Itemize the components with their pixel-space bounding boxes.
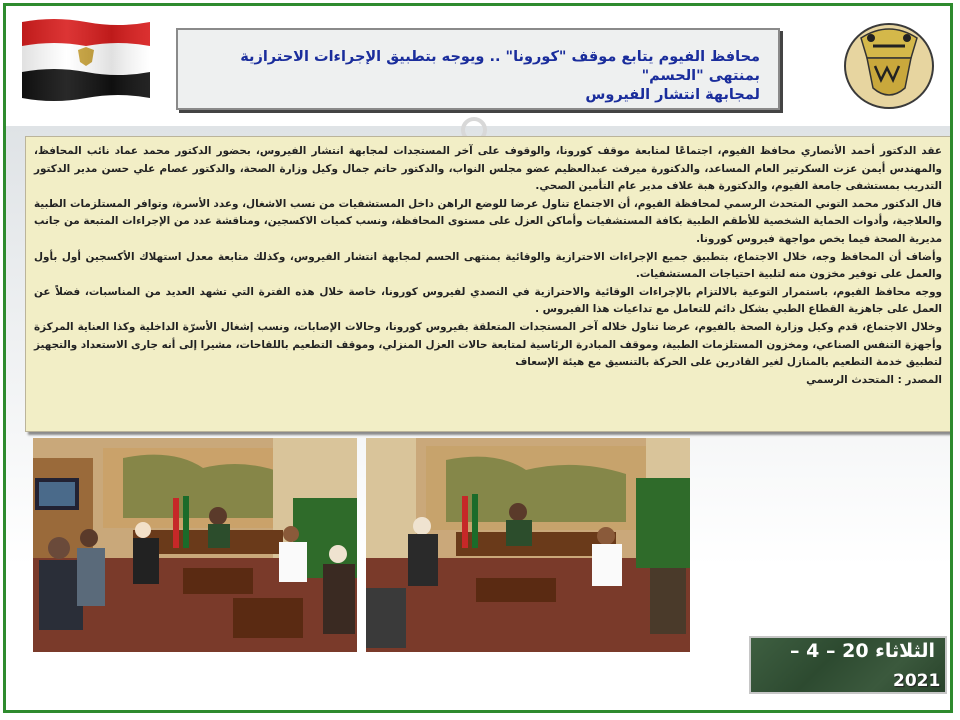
date-day-label: الثلاثاء 20 – 4 – [790, 640, 935, 662]
page-frame [3, 3, 953, 713]
headline-line-2: لمجابهة انتشار الفيروس [585, 87, 760, 103]
article-paragraph: وخلال الاجتماع، قدم وكيل وزارة الصحة بالفيوم، عرضا تناول خلاله آخر المستجدات المتعلقة بفيروس كورونا، وحالات الإصابات، ونسب إشغال الأسرّة الداخلية وكذا العناية المركزة وأجهزة التنفس الصناعي، ومخزون المستلزمات الطبية، وموقف المبادرة الرئاسية لمتابعة حالات العزل المنزلي، وموقف التطعيم باللقاحات، مشيرا إلى أنه جارى الاستعداد والتجهيز لتطبيق خدمة التطعيم بالمنازل لغير القادرين على الحركة بالتنسيق مع هيئة الإسعاف [34, 320, 942, 369]
article-paragraph: وأضاف أن المحافظ وجه، خلال الاجتماع، بتطبيق جميع الإجراءات الاحترازية والوقائية بمنتهى الحسم لمجابهة انتشار الفيروس، وكذلك متابعة معدل استهلاك الأكسجين أول بأول والعمل على توفير مخزون منه لتلبية احتياجات المستشفيات. [34, 250, 942, 281]
headline-box [176, 28, 780, 110]
article-source: المصدر : المتحدث الرسمي [806, 373, 942, 386]
date-year: 2021 [893, 671, 941, 691]
headline-line-1: محافظ الفيوم يتابع موقف "كورونا" .. ويوجه بتطبيق الإجراءات الاحترازية بمنتهى "الحسم" [240, 49, 760, 84]
meeting-photo-2 [366, 438, 690, 652]
governorate-logo [841, 18, 937, 110]
article-body [25, 136, 951, 432]
article-paragraph: ووجه محافظ الفيوم، باستمرار التوعية بالالتزام بالإجراءات الوقائية والاحترازية في التصدي لفيروس كورونا، خاصة خلال هذه الفترة التي تشهد العديد من المناسبات، فضلاً عن العمل على جاهزية القطاع الطبي بشكل دائم للتعامل مع تداعيات هذا الفيروس . [34, 285, 942, 316]
meeting-photo-1 [33, 438, 357, 652]
article-paragraph: قال الدكتور محمد التوني المتحدث الرسمي لمحافظة الفيوم، أن الاجتماع تناول عرضا للوضع الراهن داخل المستشفيات من نسب الاشغال، وعدد الأسرة، وتوافر المستلزمات الطبية والعلاجية، وأدوات الحماية الشخصية للأطقم الطبية بكافة المستشفيات وأماكن العزل على مستوى المحافظة، ونسب كميات الاكسجين، ومناقشة عدد من الإجراءات المتبعة من جانب مديرية الصحة فيما يخص مواجهة فيروس كورونا. [34, 197, 942, 245]
egypt-flag-image [20, 16, 152, 102]
article-paragraph: عقد الدكتور أحمد الأنصاري محافظ الفيوم، اجتماعًا لمتابعة موقف كورونا، والوقوف على آخر المستجدات لمجابهة انتشار الفيروس، بحضور الدكتور محمد عماد نائب المحافظ، والمهندس أيمن عزت السكرتير العام المساعد، والدكتورة ميرفت عبدالعظيم عضو مجلس النواب، والدكتور حاتم جمال وكيل وزارة الصحة، والدكتور عصام علي حسن مدير الدكتور التدريب بمستشفى جامعة الفيوم، والدكتورة هبة علاف مدير عام التأمين الصحي. [34, 145, 942, 193]
